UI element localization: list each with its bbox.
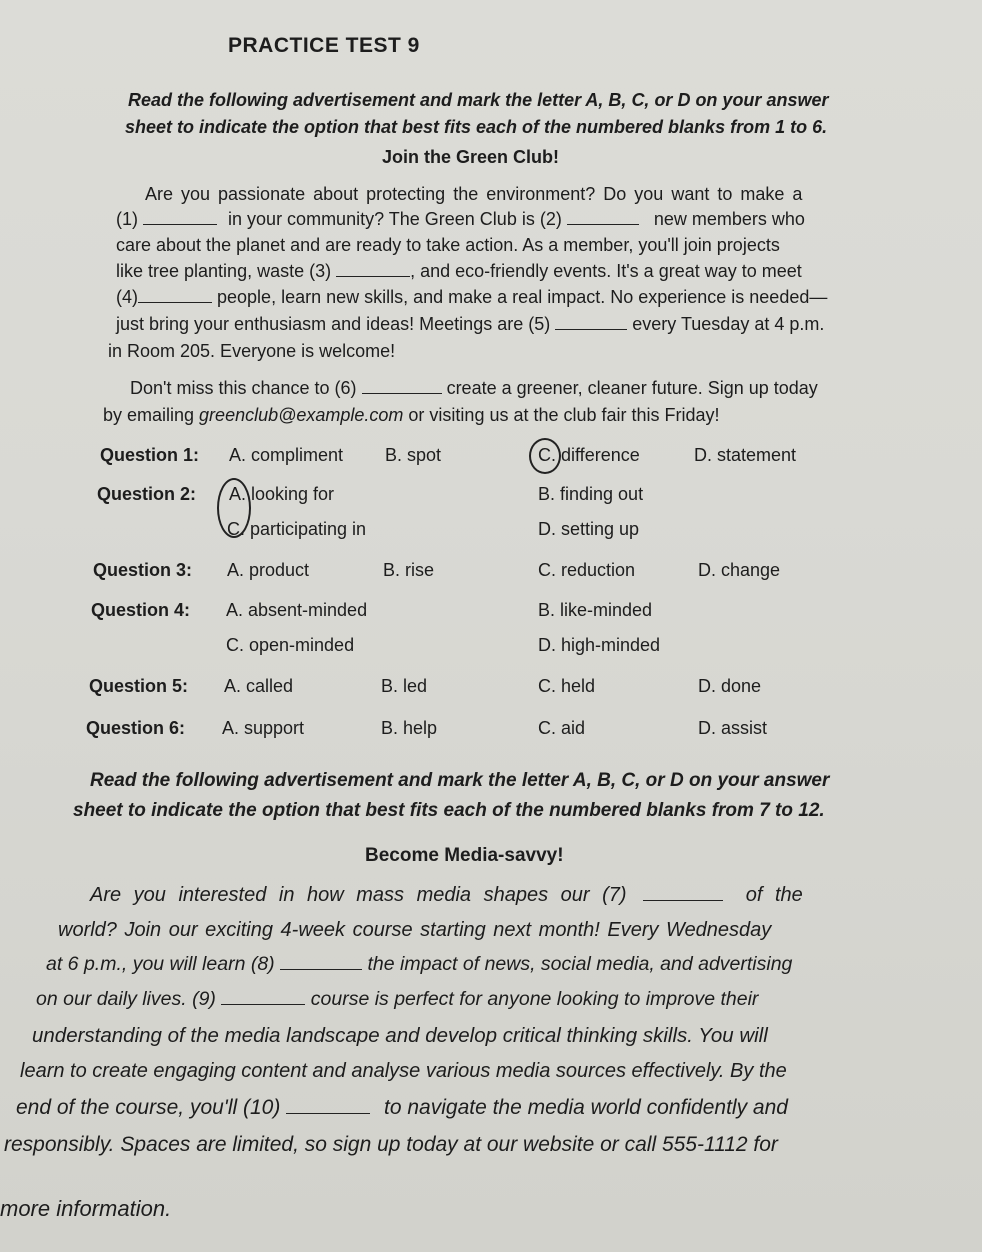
question-2-option-a[interactable]: A. looking for xyxy=(229,484,335,504)
media-savvy-heading: Become Media-savvy! xyxy=(365,845,564,866)
blank-8 xyxy=(280,955,362,970)
passage-line xyxy=(116,209,805,230)
question-4-option-b[interactable]: B. like-minded xyxy=(538,600,653,620)
question-3-option-d[interactable]: D. change xyxy=(698,560,781,580)
question-1-option-c[interactable]: C. difference xyxy=(538,445,640,465)
passage-text: Don't miss this chance to (6) xyxy=(130,378,357,398)
question-3-option-c[interactable]: C. reduction xyxy=(538,560,636,580)
question-2-option-b[interactable]: B. finding out xyxy=(538,484,644,504)
passage-text: at 6 p.m., you will learn (8) xyxy=(46,953,275,975)
passage-line: in Room 205. Everyone is welcome! xyxy=(108,341,396,361)
passage-line xyxy=(46,953,792,976)
passage-line xyxy=(16,1096,788,1120)
blank-7 xyxy=(643,886,723,901)
passage-line: understanding of the media landscape and develop critical thinking skills. You will xyxy=(32,1024,768,1047)
question-6-option-b[interactable]: B. help xyxy=(381,718,438,738)
passage-line: responsibly. Spaces are limited, so sign up today at our website or call 555-1112 for xyxy=(4,1133,778,1156)
question-4-option-a[interactable]: A. absent-minded xyxy=(226,600,368,620)
passage-text: on our daily lives. (9) xyxy=(36,988,216,1010)
passage-line xyxy=(36,988,758,1011)
question-2-option-c[interactable]: C. participating in xyxy=(227,519,367,539)
passage-text: (4) xyxy=(116,287,138,307)
passage-line xyxy=(116,314,824,335)
blank-3 xyxy=(336,262,410,277)
question-3-label: Question 3: xyxy=(93,560,193,580)
question-2-option-d[interactable]: D. setting up xyxy=(538,519,640,539)
passage-text: or visiting us at the club fair this Friday! xyxy=(403,405,720,425)
passage-text: create a greener, cleaner future. Sign up today xyxy=(446,378,818,398)
question-6-label: Question 6: xyxy=(86,718,186,738)
answer-circle-mark xyxy=(217,478,251,538)
passage-text: end of the course, you'll (10) xyxy=(16,1096,281,1119)
question-1-label: Question 1: xyxy=(100,445,200,465)
question-1-option-a[interactable]: A. compliment xyxy=(229,445,344,465)
question-2-label: Question 2: xyxy=(97,484,197,504)
blank-2 xyxy=(567,210,639,225)
question-4-label: Question 4: xyxy=(91,600,191,620)
passage-text: of the xyxy=(745,884,803,906)
instruction-2-line-1: Read the following advertisement and mark the letter A, B, C, or D on your answer xyxy=(90,770,830,791)
passage-line xyxy=(90,884,803,907)
passage-text: every Tuesday at 4 p.m. xyxy=(632,314,825,334)
question-5-option-a[interactable]: A. called xyxy=(224,676,294,696)
passage-text: by emailing xyxy=(103,405,200,425)
question-4-option-c[interactable]: C. open-minded xyxy=(226,635,355,655)
passage-line: care about the planet and are ready to take action. As a member, you'll join projects xyxy=(116,235,780,255)
passage-line xyxy=(116,261,802,282)
green-club-heading: Join the Green Club! xyxy=(382,147,560,167)
question-1-option-d[interactable]: D. statement xyxy=(694,445,797,465)
blank-9 xyxy=(221,990,305,1005)
question-5-option-c[interactable]: C. held xyxy=(538,676,596,696)
instruction-2-line-2: sheet to indicate the option that best fits each of the numbered blanks from 7 to 12. xyxy=(73,800,825,821)
blank-10 xyxy=(286,1099,370,1114)
answer-circle-mark xyxy=(529,438,561,474)
passage-text: people, learn new skills, and make a real impact. No experience is needed— xyxy=(217,287,828,307)
email-address: greenclub@example.com xyxy=(199,405,404,425)
passage-text: in your community? The Green Club is (2) xyxy=(228,209,562,229)
question-3-option-a[interactable]: A. product xyxy=(227,560,310,580)
passage-text: the impact of news, social media, and advertising xyxy=(367,953,793,975)
question-6-option-c[interactable]: C. aid xyxy=(538,718,586,738)
passage-text: just bring your enthusiasm and ideas! Meetings are (5) xyxy=(116,314,551,334)
passage-text: new members who xyxy=(653,209,805,229)
instruction-1-line-1: Read the following advertisement and mark the letter A, B, C, or D on your answer xyxy=(128,90,829,110)
passage-text: course is perfect for anyone looking to improve their xyxy=(310,988,759,1010)
passage-text: Are you interested in how mass media shapes our (7) xyxy=(90,884,627,906)
passage-text: , and eco-friendly events. It's a great way to meet xyxy=(410,261,802,281)
page-title: PRACTICE TEST 9 xyxy=(228,34,420,57)
question-4-option-d[interactable]: D. high-minded xyxy=(538,635,661,655)
passage-line xyxy=(116,287,827,308)
passage-line: more information. xyxy=(0,1196,172,1221)
passage-text: like tree planting, waste (3) xyxy=(116,261,332,281)
question-5-option-b[interactable]: B. led xyxy=(381,676,428,696)
question-5-option-d[interactable]: D. done xyxy=(698,676,762,696)
passage-line: world? Join our exciting 4-week course starting next month! Every Wednesday xyxy=(58,919,772,941)
question-3-option-b[interactable]: B. rise xyxy=(383,560,435,580)
passage-line: Are you passionate about protecting the environment? Do you want to make a xyxy=(145,184,803,204)
blank-4 xyxy=(138,288,212,303)
blank-6 xyxy=(362,379,442,394)
passage-text: (1) xyxy=(116,209,138,229)
blank-1 xyxy=(143,210,217,225)
passage-line xyxy=(130,378,818,399)
question-1-option-b[interactable]: B. spot xyxy=(385,445,442,465)
passage-text: to navigate the media world confidently and xyxy=(384,1096,788,1119)
passage-line: learn to create engaging content and analyse various media sources effectively. By the xyxy=(20,1060,787,1082)
instruction-1-line-2: sheet to indicate the option that best fits each of the numbered blanks from 1 to 6. xyxy=(125,117,828,137)
blank-5 xyxy=(555,315,627,330)
question-6-option-d[interactable]: D. assist xyxy=(698,718,768,738)
question-6-option-a[interactable]: A. support xyxy=(222,718,305,738)
question-5-label: Question 5: xyxy=(89,676,189,696)
passage-line xyxy=(103,405,720,426)
